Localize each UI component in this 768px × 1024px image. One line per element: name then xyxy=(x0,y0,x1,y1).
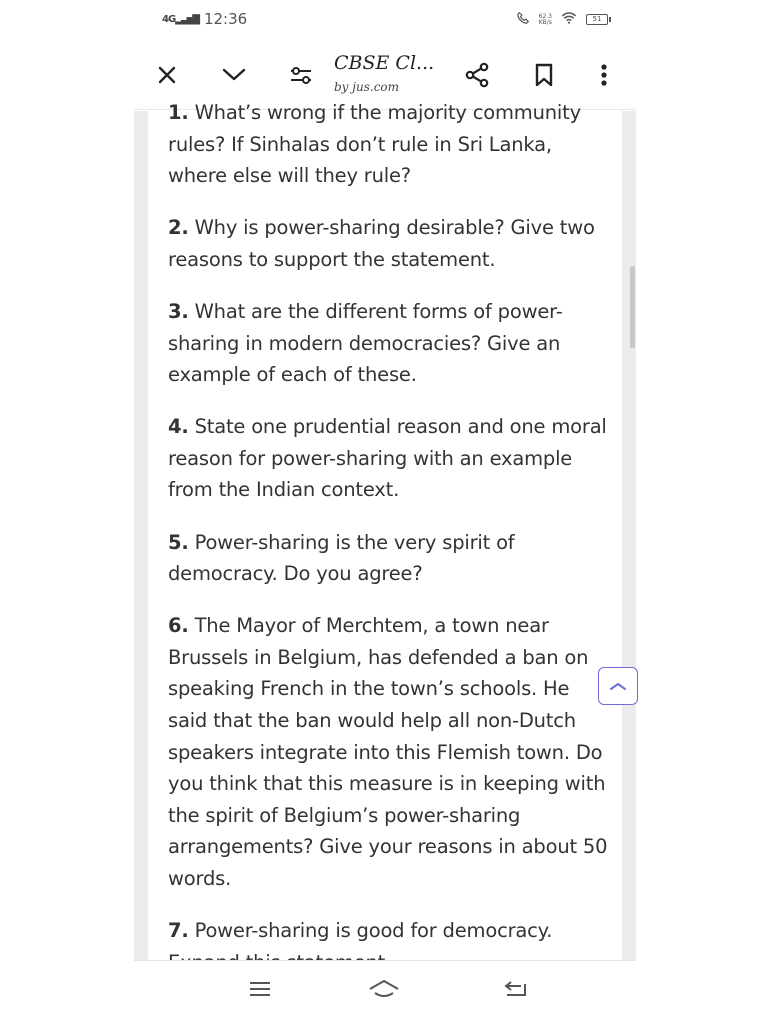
home-icon[interactable] xyxy=(368,975,400,1003)
question-list xyxy=(168,97,608,999)
chevron-up-icon xyxy=(608,676,628,697)
scrollbar-thumb[interactable] xyxy=(630,266,635,348)
status-left xyxy=(162,10,247,28)
question-item: 7. Power-sharing is good for democracy. xyxy=(168,919,553,943)
network-indicator: 4G▂▃▅▇ xyxy=(162,13,198,25)
recent-apps-icon[interactable] xyxy=(244,975,276,1003)
question-item: 1. What’s wrong if the majority community rules? If Sinhalas don’t rule in Sri Lanka, where else will they rule? xyxy=(168,101,581,188)
wifi-icon xyxy=(561,12,577,27)
clock: 12:36 xyxy=(203,10,248,28)
page-subtitle: by jus.com xyxy=(334,80,400,94)
question-item: 5. Power-sharing is the very spirit of democracy. Do you agree? xyxy=(168,530,515,586)
battery-indicator: 51 xyxy=(586,14,608,25)
article-content xyxy=(148,101,622,960)
page-title: CBSE Cl... xyxy=(334,52,435,74)
page-title-block[interactable] xyxy=(334,52,464,94)
scroll-to-top-button[interactable] xyxy=(598,667,638,705)
question-item: 4. State one prudential reason and one moral reason for power-sharing with an example from the Indian context. xyxy=(168,415,607,502)
system-nav-bar xyxy=(134,960,636,1024)
bookmark-icon[interactable] xyxy=(529,60,559,90)
status-bar xyxy=(134,0,636,40)
status-right xyxy=(516,11,608,28)
settings-sliders-icon[interactable] xyxy=(286,60,316,90)
share-icon[interactable] xyxy=(462,60,492,90)
back-icon[interactable] xyxy=(500,975,532,1003)
network-speed: 62.3 KB/s xyxy=(538,12,552,26)
question-item: 2. Why is power-sharing desirable? Give two reasons to support the statement. xyxy=(168,216,595,271)
chevron-down-icon[interactable] xyxy=(219,60,249,90)
more-options-icon[interactable] xyxy=(589,60,619,90)
question-item: 6. The Mayor of Merchtem, a town near Brussels in Belgium, has defended a ban on speaking French in the town’s schools. He said that the ban would help all non-Dutch speakers integrate into this Flemish town. Do you think that this measure is in keeping with the spirit of Belgium’s power-sharing arrangements? Give your reasons in about 50 words. xyxy=(168,614,608,890)
question-item: 3. What are the different forms of power-sharing in modern democracies? Give an example of each of these. xyxy=(168,299,563,387)
close-icon[interactable] xyxy=(152,60,182,90)
call-icon xyxy=(516,11,530,28)
